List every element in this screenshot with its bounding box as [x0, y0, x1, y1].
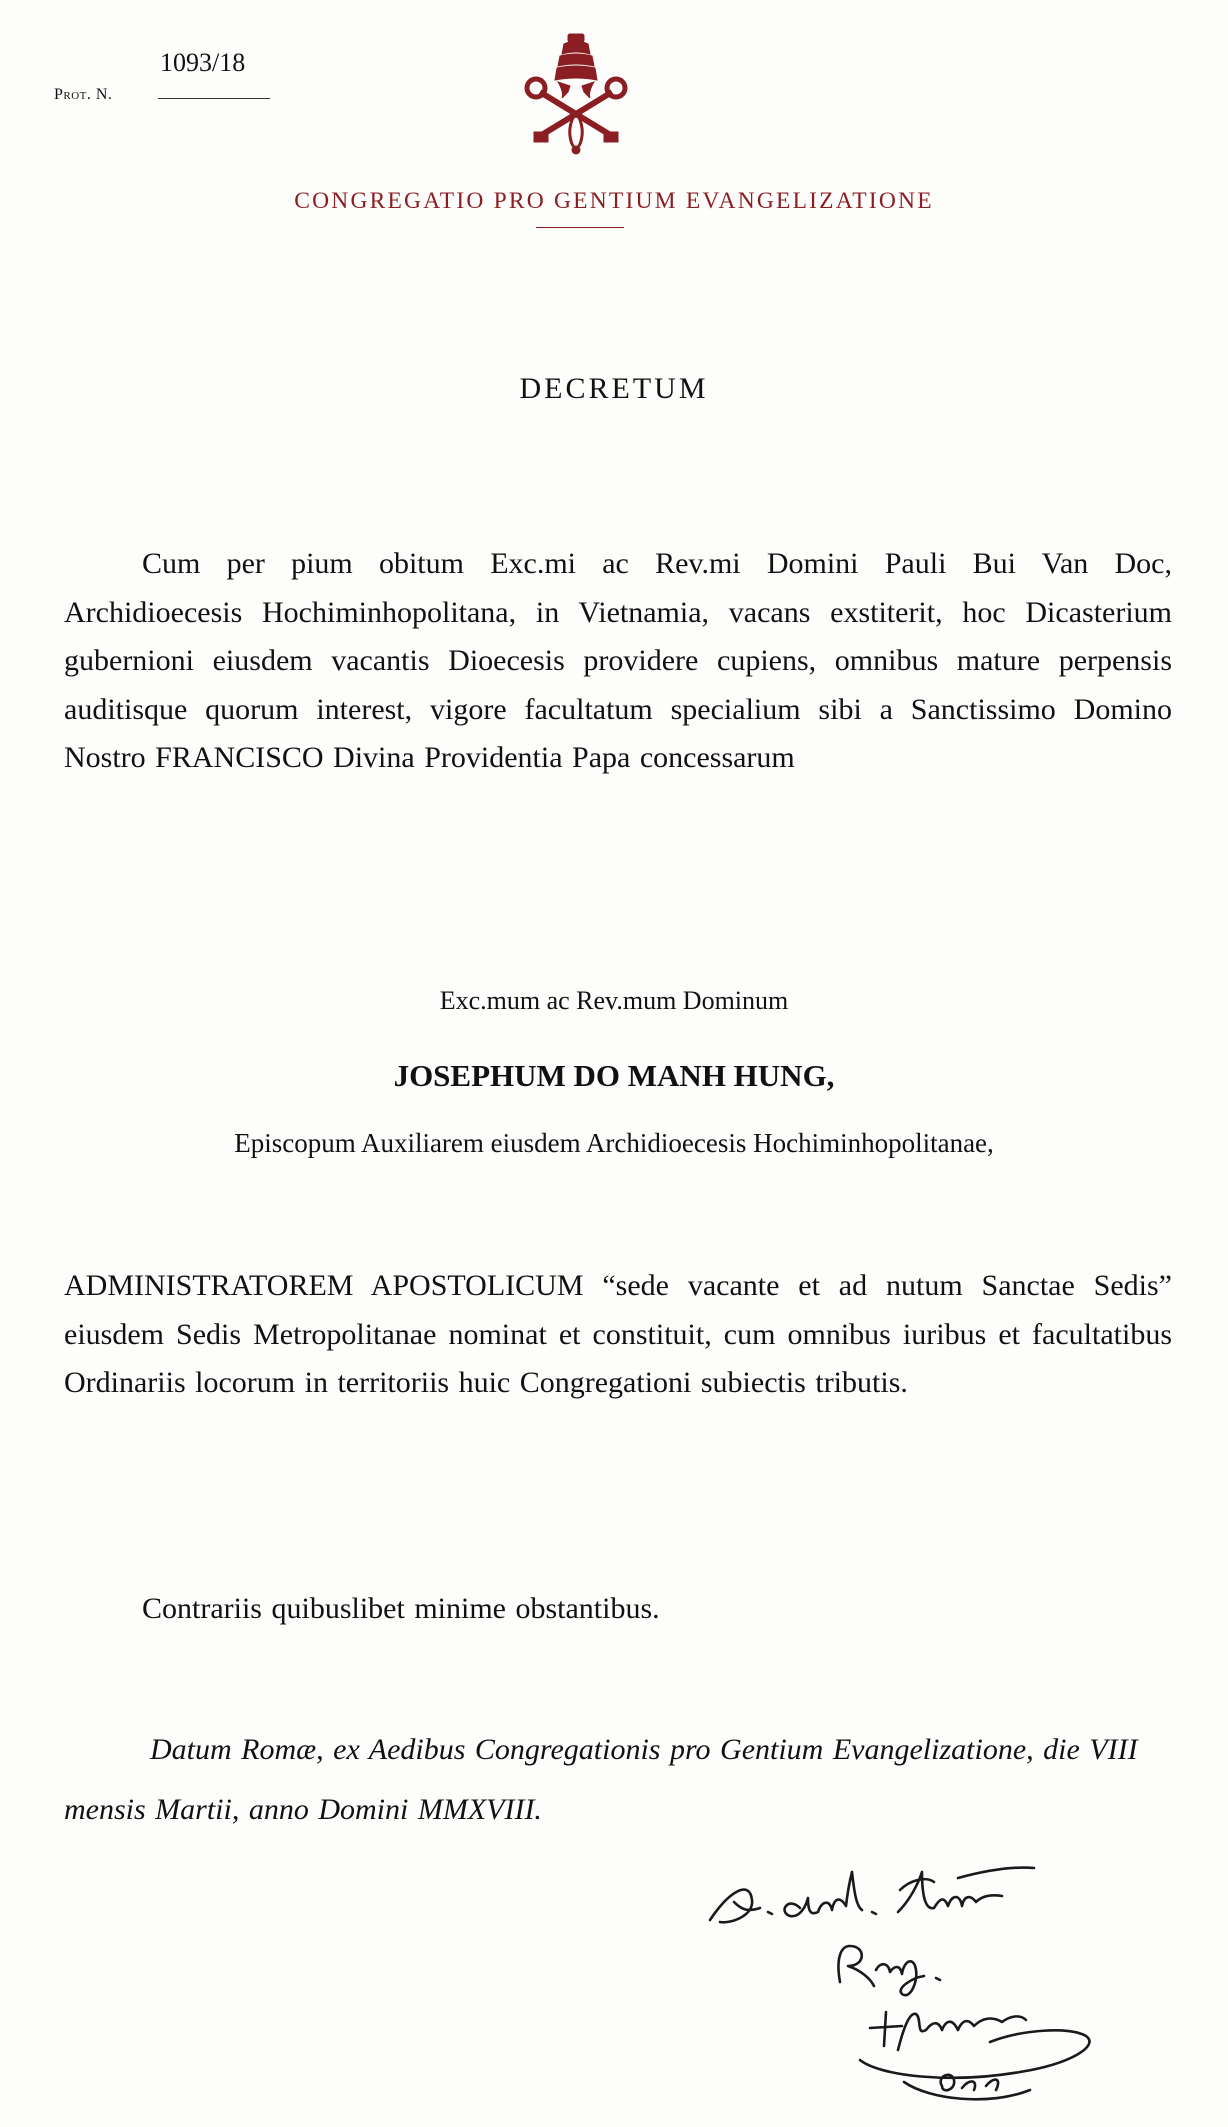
appointee-name: JOSEPHUM DO MANH HUNG, [393, 1058, 835, 1093]
body-paragraph-2: ADMINISTRATOREM APOSTOLICUM “sede vacante et ad nutum Sanctae Sedis” eiusdem Sedis Metropolitanae nominat et constituit, cum omnibus iuribus et facultatibus Ordinariis locorum in territoriis huic Congregationi subiectis tributis. [64, 1269, 1172, 1399]
congregation-heading: CONGREGATIO PRO GENTIUM EVANGELIZATIONE [294, 188, 934, 214]
document-title: DECRETUM [519, 372, 709, 405]
protocol-underline [158, 98, 270, 99]
body-paragraph-1: Cum per pium obitum Exc.mi ac Rev.mi Domini Pauli Bui Van Doc, Archidioecesis Hochiminhopolitana, in Vietnamia, vacans exstiterit, hoc Dicasterium gubernioni eiusdem vacantis Dioecesis providere cupiens, omnibus mature perpensis auditisque quorum interest, vigore facultatum specialium sibi a Sanctissimo Domino Nostro FRANCISCO Divina Providentia Papa concessarum [64, 547, 1172, 774]
dating-clause: Datum Romæ, ex Aedibus Congregationis pro Gentium Evangelizatione, die VIII mensis Martii, anno Domini MMXVIII. [64, 1733, 1138, 1826]
protocol-label: Prot. N. [54, 86, 113, 103]
papal-tiara-keys-icon [524, 32, 628, 156]
protocol-number: 1093/18 [160, 48, 246, 77]
appointee-title: Episcopum Auxiliarem eiusdem Archidioecesis Hochiminhopolitanae, [234, 1128, 994, 1158]
body-paragraph-3: Contrariis quibuslibet minime obstantibus. [142, 1592, 660, 1625]
handwritten-signatures [690, 1850, 1130, 2120]
header-divider [536, 227, 624, 228]
honorific-line: Exc.mum ac Rev.mum Dominum [439, 986, 789, 1015]
